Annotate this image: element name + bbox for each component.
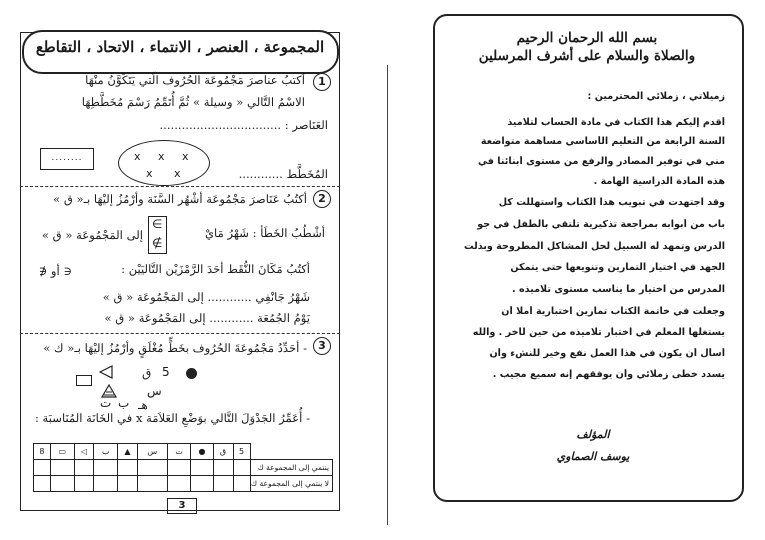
membership-table <box>33 443 333 492</box>
preface-line: الجهد في اختيار التمارين وتنويعها حتى يتمكن <box>510 262 725 273</box>
section-divider <box>20 186 340 187</box>
ba-letter: ب <box>118 396 130 410</box>
section-divider <box>20 333 340 334</box>
answer-cell[interactable] <box>137 460 167 476</box>
question-1-number: 1 <box>313 73 331 91</box>
answer-cell[interactable] <box>50 460 74 476</box>
rectangle-shape <box>76 375 92 386</box>
preface-line: يسدد خطى زملائي وأن يوفقهم إنه سميع مجيب . <box>492 369 725 380</box>
q2-line-3: أكتُبُ مَكَانَ النُّقَط أحَدَ الرَّمْزَيْن التَّاليَيْن : <box>121 262 310 276</box>
page-title: المجموعة ، العنصر ، الانتماء ، الاتحاد ، التقاطع <box>35 38 325 56</box>
q2-line-5: يَوْمُ الجُمُعَة ............ إلى المَجْمُوعَة « ق » <box>104 311 310 325</box>
q2-strike-line: أشْطُبُ الخَطَأ : شَهْرُ مَايْ <box>204 226 325 240</box>
number-five: 5 <box>162 365 170 379</box>
preface-line: وجعلت في خاتمة الكتاب تمارين اختبارية أملا أن <box>501 306 725 317</box>
q1-elements-line: العَنَاصر : ................................. <box>159 118 328 132</box>
table-row <box>34 476 333 492</box>
answer-cell[interactable] <box>50 476 74 492</box>
element-of-symbol: ∈ <box>152 217 163 231</box>
table-row <box>34 460 333 476</box>
answer-cell[interactable] <box>213 476 233 492</box>
qaf-letter: ق <box>142 366 152 380</box>
x-mark: x <box>174 167 181 180</box>
q1-line-1: أكتبُ عناصرَ مَجْمُوعَة الحُرُوف الّتي يَتَكَوَّنُ منْهَا <box>85 73 305 87</box>
answer-cell[interactable] <box>191 476 213 492</box>
row-label-belongs: ينتمي إلى المجموعة ك <box>250 460 333 476</box>
q1-line-2: الاسْمُ التَّالي « وسيلة » ثُمَّ أُتَمِّمُ رَسْمَ مُخَطَّطِهَا <box>81 95 305 109</box>
answer-cell[interactable] <box>137 476 167 492</box>
preface-line: مني في توفير المصادر والرفع من مستوى أبنائنا في <box>477 156 725 167</box>
answer-cell[interactable] <box>118 460 138 476</box>
q2-line-1: أكتُبُ عَنَاصرَ مَجْمُوعَة أشْهُر السَّنَة وأرْمُزُ إليْهَا بـ« ق » <box>53 192 307 206</box>
answer-cell[interactable] <box>94 460 118 476</box>
preface-line: المدرس من اختيار ما يناسب مستوى تلاميذه . <box>511 284 725 295</box>
table-header-cell: 5 <box>233 444 250 460</box>
answer-cell[interactable] <box>191 460 213 476</box>
filled-circle-shape <box>186 368 197 379</box>
table-header-cell: ● <box>191 444 213 460</box>
preface-line: أسأل أن يكون في هذا العمل نفع وخير للنشء وأن <box>489 348 725 359</box>
x-mark: x <box>182 150 189 163</box>
table-corner-cell <box>250 444 333 460</box>
triangle-left-shape <box>99 365 113 379</box>
q2-line-4: شَهْرُ جَانْفِي ............ إلى المَجْمُوعَة « ق » <box>102 290 310 304</box>
sin-letter: س <box>147 384 162 398</box>
answer-cell[interactable] <box>118 476 138 492</box>
preface-line: هذه المادة الدراسية الهامة . <box>593 176 725 187</box>
q3-line-1: - أحَدِّدُ مَجْمُوعَةَ الحُرُوف بخَطٍّ مُغْلَقٍ وأرْمُزُ إليْهَا بـ« ك » <box>43 341 307 355</box>
row-label-not-belongs: لا ينتمي إلى المجموعة ك <box>250 476 333 492</box>
answer-cell[interactable] <box>74 476 94 492</box>
answer-cell[interactable] <box>34 460 51 476</box>
answer-cell[interactable] <box>167 476 191 492</box>
q3-line-2: - أُعَمِّرُ الجَدْوَلَ التَّالي بوَضْعِ العَلاَمَة x في الخَانَة المُنَاسبَة : <box>34 411 310 425</box>
ta-letter: ت <box>100 396 112 410</box>
x-mark: x <box>146 167 153 180</box>
table-header-cell: 8 <box>34 444 51 460</box>
answer-cell[interactable] <box>34 476 51 492</box>
answer-cell[interactable] <box>74 460 94 476</box>
set-diagram-ellipse <box>118 140 210 186</box>
answer-cell[interactable] <box>167 460 191 476</box>
author-name: يوسف الصماوي <box>556 450 630 463</box>
basmala-line-2: والصلاة والسلام على أشرف المرسلين <box>478 48 696 64</box>
basmala-line-1: بسم الله الرحمان الرحيم <box>516 30 658 46</box>
preface-line: الدرس وتمهد له السبيل لحل المشاكل المطروحة وبذلت <box>463 241 725 252</box>
answer-cell[interactable] <box>233 460 250 476</box>
preface-line: زميلاتي ، زملائي المحترمين : <box>587 91 725 102</box>
table-header-cell: ◁ <box>74 444 94 460</box>
table-header-cell: ق <box>213 444 233 460</box>
not-element-of-symbol: ∉ <box>152 236 163 250</box>
preface-line: باب من أبوابه بمراجعة تذكيرية تلتقي بالطفل في جو <box>477 219 725 230</box>
q2-strike-suffix: إلى المَجْمُوعَة « ق » <box>41 228 143 242</box>
preface-line: وقد اجتهدت في تبويب هذا الكتاب واستهللت كل <box>498 197 725 208</box>
x-mark: x <box>134 150 141 163</box>
preface-line: يستغلها المعلم في اختبار تلاميذه من حين لآخر . والله <box>472 327 725 338</box>
answer-cell[interactable] <box>94 476 118 492</box>
table-header-cell: ▲ <box>118 444 138 460</box>
answer-box[interactable]: ........ <box>40 148 94 170</box>
page-number: 3 <box>167 498 197 514</box>
question-3-number: 3 <box>313 337 331 355</box>
table-header-cell: ب <box>94 444 118 460</box>
preface-line: أقدم إليكم هذا الكتاب في مادة الحساب لتلاميذ <box>507 117 725 128</box>
preface-line: السنة الرابعة من التعليم الأساسي مساهمة متواضعة <box>480 136 725 147</box>
table-header-cell: س <box>137 444 167 460</box>
table-header-row <box>34 444 333 460</box>
question-2-number: 2 <box>313 190 331 208</box>
ha-letter: هـ <box>138 398 148 412</box>
author-label: المؤلف <box>576 428 610 441</box>
table-header-cell: ت <box>167 444 191 460</box>
q2-symbols: ∈ أو ∉ <box>38 264 72 278</box>
q1-diagram-line: المُخَطَّط ............ <box>238 167 328 181</box>
x-mark: x <box>158 150 165 163</box>
page-fold-line <box>387 65 388 525</box>
answer-cell[interactable] <box>233 476 250 492</box>
answer-cell[interactable] <box>213 460 233 476</box>
table-header-cell: ▭ <box>50 444 74 460</box>
